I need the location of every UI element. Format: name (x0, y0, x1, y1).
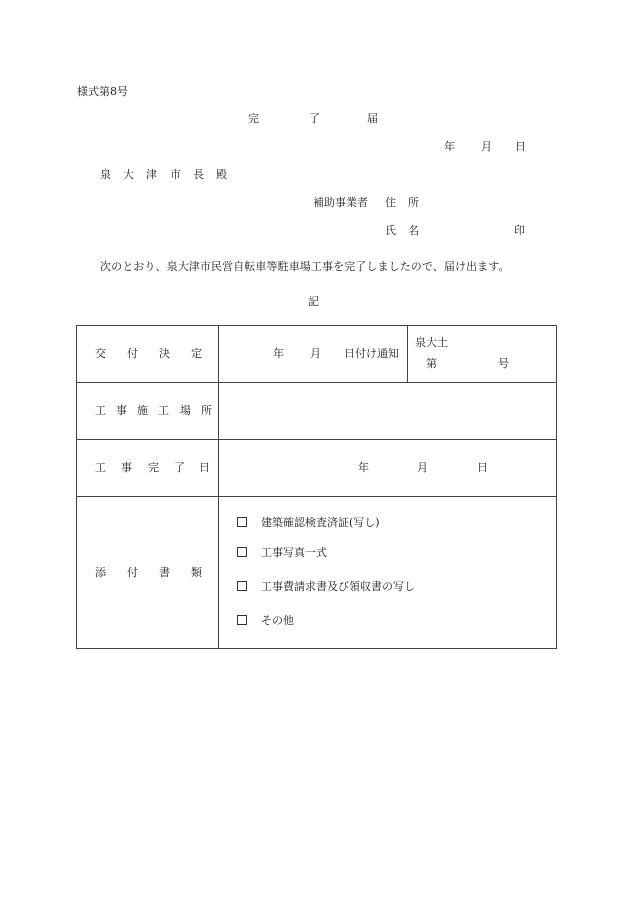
reference-dai-label: 第 (426, 357, 437, 370)
label-char: 付 (127, 347, 138, 360)
title-char: 了 (309, 112, 320, 125)
attachment-label: 工事費請求書及び領収書の写し (261, 580, 415, 593)
label-char: 場 (180, 404, 191, 417)
address-char: 住 (385, 196, 396, 209)
month-label: 月 (481, 140, 492, 153)
recipient-char: 殿 (216, 168, 227, 181)
label-char: 類 (191, 566, 202, 579)
attachment-item[interactable] (237, 547, 327, 558)
label-char: 完 (148, 461, 159, 474)
label-char: 書 (159, 566, 170, 579)
attachments-value-cell (219, 497, 557, 649)
recipient-char: 市 (170, 168, 181, 181)
label-cell (77, 440, 219, 497)
year-label: 年 (444, 140, 455, 153)
title-char: 届 (367, 112, 378, 125)
day-label: 日 (477, 461, 488, 474)
checkbox[interactable] (237, 615, 247, 625)
table-row-completion-date (77, 440, 557, 497)
label-char: 所 (201, 404, 212, 417)
label-char: 事 (116, 404, 127, 417)
recipient-char: 泉 (100, 168, 111, 181)
month-label: 月 (310, 347, 321, 360)
year-label: 年 (273, 347, 284, 360)
completion-details-table (76, 325, 557, 649)
attachment-label: 工事写真一式 (261, 546, 327, 559)
label-char: 付 (127, 566, 138, 579)
label-char: 工 (158, 404, 169, 417)
label-char: 工 (95, 404, 106, 417)
checkbox[interactable] (237, 517, 247, 527)
name-char: 名 (408, 224, 419, 237)
reference-prefix: 泉大土 (415, 336, 448, 349)
inner-divider (407, 326, 408, 382)
recipient-char: 大 (123, 168, 134, 181)
label-cell (77, 497, 219, 649)
applicant-role-label: 補助事業者 (313, 196, 368, 209)
checkbox[interactable] (237, 581, 247, 591)
label-char: 添 (95, 566, 106, 579)
label-char: 工 (95, 461, 106, 474)
label-char: 了 (174, 461, 185, 474)
label-char: 事 (121, 461, 132, 474)
notice-label: 日付け通知 (344, 347, 399, 360)
attachment-item[interactable] (237, 517, 380, 528)
label-cell (77, 383, 219, 440)
label-char: 施 (137, 404, 148, 417)
label-cell (77, 326, 219, 383)
label-char: 交 (95, 347, 106, 360)
ki-heading: 記 (308, 295, 319, 308)
grant-decision-value-cell[interactable] (219, 326, 557, 383)
attachment-label: その他 (261, 614, 294, 627)
attachment-item[interactable] (237, 615, 294, 626)
table-row-construction-site (77, 383, 557, 440)
attachment-label: 建築確認検査済証(写し) (261, 516, 380, 529)
year-label: 年 (358, 461, 369, 474)
body-text: 次のとおり、泉大津市民営自転車等駐車場工事を完了しましたので、届け出ます。 (100, 260, 510, 273)
completion-date-value-cell[interactable] (219, 440, 557, 497)
month-label: 月 (417, 461, 428, 474)
checkbox[interactable] (237, 547, 247, 557)
construction-site-value-cell[interactable] (219, 383, 557, 440)
table-row-attachments (77, 497, 557, 649)
recipient-char: 津 (146, 168, 157, 181)
label-char: 定 (191, 347, 202, 360)
form-number: 様式第8号 (77, 85, 128, 98)
table-row-grant-decision (77, 326, 557, 383)
day-label: 日 (515, 140, 526, 153)
label-char: 日 (199, 461, 210, 474)
label-char: 決 (159, 347, 170, 360)
name-char: 氏 (385, 224, 396, 237)
title-char: 完 (248, 112, 259, 125)
address-char: 所 (408, 196, 419, 209)
reference-go-label: 号 (498, 357, 509, 370)
seal-mark: 印 (514, 224, 525, 237)
recipient-char: 長 (193, 168, 204, 181)
attachment-item[interactable] (237, 581, 415, 592)
